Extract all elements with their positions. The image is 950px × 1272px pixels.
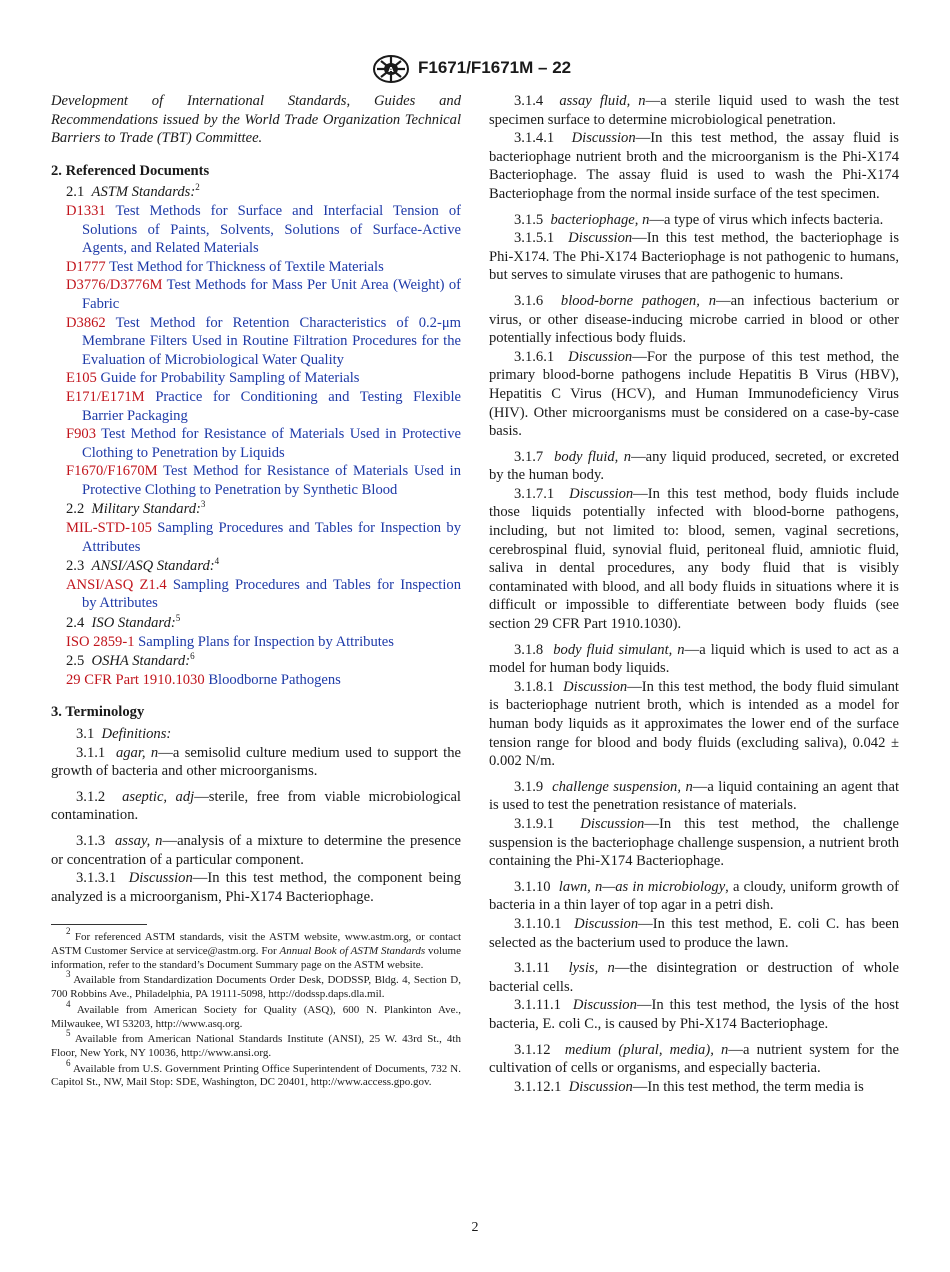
footnotes	[51, 926, 462, 1090]
left-column	[51, 92, 461, 1092]
reference-item[interactable]	[51, 314, 461, 370]
definition-paragraph: 3.1.4.1 Discussion—In this test method, the assay fluid is bacteriophage nutrient broth and the microorganism is the Phi-X174 Bacteriophage. The assay fluid is used to wash the Phi-X174 Bacteriophage from the normal inside surface of the test specimen.	[489, 130, 899, 202]
iso-standard-heading: 2.4 ISO Standard:$^5$	[66, 613, 181, 632]
left-terms-list	[51, 744, 461, 907]
definition-paragraph: 3.1.10.1 Discussion—In this test method, E. coli C. has been selected as the bacterium used to produce the lawn.	[489, 915, 900, 951]
definitions-heading: 3.1 Definitions:	[76, 726, 172, 742]
reference-code[interactable]: D1777	[66, 258, 106, 275]
reference-title[interactable]: Test Methods for Mass Per Unit Area (Weight) of Fabric	[82, 277, 461, 312]
definition-paragraph: 3.1.7 body fluid, n—any liquid produced, secreted, or excreted by the human body.	[489, 448, 899, 484]
right-terms-list	[489, 92, 899, 1096]
reference-item[interactable]	[51, 369, 461, 388]
standard-designation: F1671/F1671M – 22	[418, 58, 572, 77]
footnote: $^6$ Available from U.S. Government Printing Office Superintendent of Documents, 732 N. Capitol St., NW, Mail Stop: SDE, Washington, DC 20401, http://www.access.gpo.gov.	[51, 1057, 461, 1089]
reference-item[interactable]	[51, 388, 461, 425]
intro-paragraph: Development of International Standards, Guides and Recommendations issued by the World Trade Organization Technical Barriers to Trade (TBT) Committee.	[51, 93, 461, 147]
reference-item[interactable]	[51, 425, 461, 462]
military-standard-heading: 2.2 Military Standard:$^3$	[66, 499, 206, 518]
reference-title[interactable]: Test Method for Resistance of Materials Used in Protective Clothing to Penetration by Synthetic Blood	[82, 463, 461, 498]
definition-paragraph: 3.1.12 medium (plural, media), n—a nutrient system for the cultivation of cells or organisms, and especially bacteria.	[489, 1041, 900, 1077]
definition-paragraph: 3.1.11 lysis, n—the disintegration or destruction of whole bacterial cells.	[489, 960, 900, 995]
astm-reference-list	[51, 202, 461, 500]
section-2-heading: 2. Referenced Documents	[51, 162, 210, 179]
footnote: $^2$ For referenced ASTM standards, visit the ASTM website, www.astm.org, or contact ASTM Customer Service at service@astm.org. For Annual Book of ASTM Standards volume information, refer to the standard’s Document Summary page on the ASTM website.	[51, 926, 462, 971]
reference-title[interactable]: Test Methods for Surface and Interfacial Tension of Solutions of Paints, Solvents, Solutions of Surface-Active Agents, and Related Materials	[82, 202, 461, 257]
definition-paragraph: 3.1.9 challenge suspension, n—a liquid containing an agent that is used to test the penetration resistance of materials.	[489, 778, 900, 814]
reference-item[interactable]	[51, 202, 461, 258]
reference-item[interactable]	[51, 462, 461, 499]
reference-title[interactable]: Test Method for Thickness of Textile Materials	[109, 258, 384, 275]
page-header	[0, 54, 950, 86]
svg-text:A: A	[388, 66, 394, 74]
reference-item-iso-2859-1[interactable]: ISO 2859-1 Sampling Plans for Inspection by Attributes	[66, 633, 394, 650]
definition-paragraph: 3.1.8.1 Discussion—In this test method, the body fluid simulant is bacteriophage nutrient broth, which is intended as a model for human body liquids as it approximates the lower end of the surface tension range for blood and body fluids (excluding saliva), 0.042 ± 0.002 N/m.	[489, 678, 899, 770]
reference-title[interactable]: Guide for Probability Sampling of Materials	[100, 370, 360, 387]
definition-paragraph: 3.1.2 aseptic, adj—sterile, free from viable microbiological contamination.	[51, 788, 461, 824]
reference-code[interactable]: E171/E171M	[66, 388, 145, 405]
reference-item-29-cfr[interactable]: 29 CFR Part 1910.1030 Bloodborne Pathogens	[66, 671, 341, 688]
definition-paragraph: 3.1.6.1 Discussion—For the purpose of this test method, the primary blood-borne pathogens include Hepatitis B Virus (HBV), Hepatitis C Virus (HCV), and Human Immunodeficiency Virus (HIV). Other microorganisms must be considered on a case-by-case basis.	[489, 348, 899, 440]
definition-paragraph: 3.1.6 blood-borne pathogen, n—an infectious bacterium or virus, or other disease-inducing microbe carried in blood or other potentially infectious body fluids.	[489, 292, 899, 347]
astm-logo-icon	[372, 54, 410, 84]
osha-standard-heading: 2.5 OSHA Standard:$^6$	[66, 651, 195, 670]
reference-title[interactable]: Test Method for Retention Characteristics of 0.2-μm Membrane Filters Used in Routine Filtration Procedures for the Evaluation of Microbiological Water Quality	[82, 314, 461, 368]
definition-paragraph: 3.1.1 agar, n—a semisolid culture medium used to support the growth of bacteria and other microorganisms.	[51, 744, 461, 780]
definition-paragraph: 3.1.5 bacteriophage, n—a type of virus which infects bacteria.	[514, 211, 884, 228]
definition-paragraph: 3.1.3 assay, n—analysis of a mixture to determine the presence or concentration of a particular component.	[51, 832, 462, 868]
reference-code[interactable]: D3776/D3776M	[66, 277, 163, 294]
footnote-divider	[51, 924, 147, 925]
reference-item[interactable]	[51, 258, 461, 277]
astm-standards-heading: 2.1 ASTM Standards:$^2$	[66, 182, 200, 201]
reference-item[interactable]	[51, 276, 461, 313]
definition-paragraph: 3.1.7.1 Discussion—In this test method, body fluids include those liquids potentially infected with blood-borne pathogens, including, but not limited to: blood, semen, vaginal secretions, cerebrospinal fluid, synovial fluid, peritoneal fluid, amniotic fluid, saliva in dental procedures, any body fluid that is visibly contaminated with blood, and all body fluids in situations where it is difficult or impossible to differentiate between body fluids (see section 29 CFR Part 1910.1030).	[489, 485, 899, 633]
reference-code[interactable]: E105	[66, 370, 97, 387]
ansi-standard-heading: 2.3 ANSI/ASQ Standard:$^4$	[66, 556, 220, 575]
right-column	[489, 92, 899, 1096]
definition-paragraph: 3.1.12.1 Discussion—In this test method, the term media is	[514, 1078, 864, 1095]
definition-paragraph: 3.1.3.1 Discussion—In this test method, the component being analyzed is a microorganism, Phi-X174 Bacteriophage.	[51, 870, 462, 905]
reference-code[interactable]: F1670/F1670M	[66, 463, 158, 480]
reference-code[interactable]: D1331	[66, 202, 106, 219]
reference-title[interactable]: Practice for Conditioning and Testing Flexible Barrier Packaging	[82, 388, 461, 424]
reference-title[interactable]: Test Method for Resistance of Materials Used in Protective Clothing to Penetration by Liquids	[82, 426, 461, 461]
definition-paragraph: 3.1.10 lawn, n—as in microbiology, a cloudy, uniform growth of bacteria in a thin layer of top agar in a petri dish.	[489, 878, 900, 914]
reference-code[interactable]: F903	[66, 426, 97, 443]
page-number: 2	[471, 1220, 479, 1235]
footnote: $^3$ Available from Standardization Documents Order Desk, DODSSP, Bldg. 4, Section D, 700 Robbins Ave., Philadelphia, PA 19111-5098, http://dodssp.daps.dla.mil.	[51, 969, 461, 1001]
reference-item-ansi-z1-4[interactable]: ANSI/ASQ Z1.4 Sampling Procedures and Tables for Inspection by Attributes	[66, 576, 461, 612]
definition-paragraph: 3.1.5.1 Discussion—In this test method, the bacteriophage is Phi-X174. The Phi-X174 Bacteriophage is not pathogenic to humans, but serves to simulate viruses that are pathogenic to humans.	[489, 230, 899, 284]
reference-code[interactable]: D3862	[66, 314, 106, 331]
reference-item-mil-std-105[interactable]: MIL-STD-105 Sampling Procedures and Tables for Inspection by Attributes	[66, 520, 461, 555]
definition-paragraph: 3.1.11.1 Discussion—In this test method, the lysis of the host bacteria, E. coli C., is caused by Phi-X174 Bacteriophage.	[489, 997, 899, 1032]
footnote: $^5$ Available from American National Standards Institute (ANSI), 25 W. 43rd St., 4th Floor, New York, NY 10036, http://www.ansi.org.	[51, 1028, 461, 1059]
section-3-heading: 3. Terminology	[51, 704, 145, 721]
definition-paragraph: 3.1.8 body fluid simulant, n—a liquid which is used to act as a model for human body liquids.	[489, 641, 899, 677]
footnote: $^4$ Available from American Society for Quality (ASQ), 600 N. Plankinton Ave., Milwaukee, WI 53203, http://www.asq.org.	[51, 998, 461, 1030]
definition-paragraph: 3.1.9.1 Discussion—In this test method, the challenge suspension is the bacteriophage challenge suspension, a nutrient broth containing the Phi-X174 Bacteriophage.	[489, 815, 899, 870]
definition-paragraph: 3.1.4 assay fluid, n—a sterile liquid used to wash the test specimen surface to determine microbiological penetration.	[489, 93, 900, 128]
